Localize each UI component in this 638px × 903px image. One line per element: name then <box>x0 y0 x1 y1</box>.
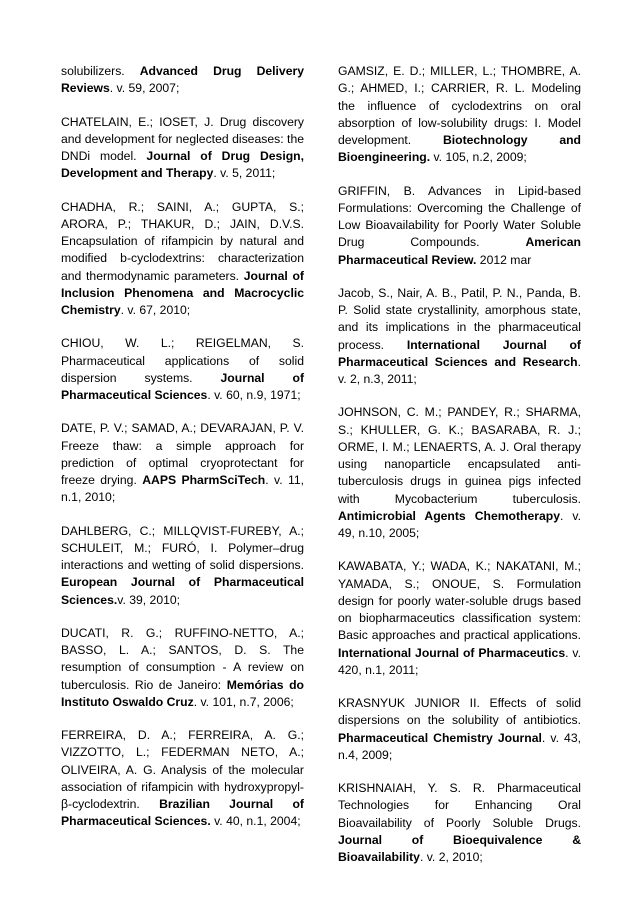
reference-text: FERREIRA, D. A.; FERREIRA, A. G.; VIZZOTTO, L.; FEDERMAN NETO, A.; OLIVEIRA, A. G. Analysis of the molecular association of rifampicin with hydroxypropyl-β-cyclodextrin. <box>61 728 304 811</box>
reference-text: KAWABATA, Y.; WADA, K.; NAKATANI, M.; YAMADA, S.; ONOUE, S. Formulation design for poorly water-soluble drugs based on biopharmaceutics classification system: Basic approaches and practical applications. <box>338 559 581 643</box>
reference-text: solubilizers. <box>61 64 140 78</box>
reference-text: CHIOU, W. L.; REIGELMAN, S. Pharmaceutical applications of solid dispersion systems. <box>61 336 304 385</box>
journal-title: AAPS PharmSciTech <box>142 473 266 487</box>
journal-title: Advanced Drug Delivery Reviews <box>61 64 304 96</box>
reference-entry <box>61 523 304 609</box>
reference-details: . v. 420, n.1, 2011; <box>338 645 581 677</box>
reference-entry <box>61 420 304 506</box>
reference-entry <box>338 558 581 679</box>
reference-details: v. 40, n.1, 2004; <box>210 814 301 829</box>
reference-details: . v. 59, 2007; <box>109 81 180 96</box>
reference-text: DUCATI, R. G.; RUFFINO-NETTO, A.; BASSO, L. A.; SANTOS, D. S. The resumption of consumption - A review on tuberculosis. Rio de Janeiro: <box>61 625 304 692</box>
reference-text: CHADHA, R.; SAINI, A.; GUPTA, S.; ARORA, P.; THAKUR, D.; JAIN, D.V.S. Encapsulation of rifampicin by natural and modified b-cyclodextrins: characterization and thermodynamic parameters. <box>61 199 304 283</box>
reference-details: . v. 5, 2011; <box>213 166 276 181</box>
reference-details: . v. 49, n.10, 2005; <box>338 508 581 540</box>
journal-title: Journal of Pharmaceutical Sciences <box>61 370 304 402</box>
reference-entry <box>338 404 581 542</box>
reference-details: 2012 mar <box>476 252 532 267</box>
reference-entry <box>61 114 304 183</box>
journal-title: Journal of Inclusion Phenomena and Macrocyclic Chemistry <box>61 268 304 317</box>
reference-entry <box>61 335 304 404</box>
reference-details: . v. 2, 2010; <box>419 850 483 864</box>
reference-details: . v. 2, n.3, 2011; <box>338 354 581 386</box>
reference-entry <box>61 727 304 831</box>
reference-details: . v. 11, n.1, 2010; <box>61 473 304 505</box>
reference-entry <box>338 285 581 389</box>
journal-title: Memórias do Instituto Oswaldo Cruz <box>61 677 304 709</box>
reference-text: JOHNSON, C. M.; PANDEY, R.; SHARMA, S.; KHULLER, G. K.; BASARABA, R. J.; ORME, I. M.; LENAERTS, A. J. Oral therapy using nanoparticle encapsulated anti-tuberculosis drugs in guinea pigs infected with Mycobacterium tuberculosis. <box>338 405 581 506</box>
reference-entry <box>338 780 581 866</box>
reference-entry <box>61 199 304 320</box>
reference-entry <box>338 695 581 764</box>
journal-title: European Journal of Pharmaceutical Sciences. <box>61 575 304 607</box>
reference-details: . v. 101, n.7, 2006; <box>193 694 294 709</box>
reference-entry <box>61 625 304 711</box>
journal-title: Brazilian Journal of Pharmaceutical Sciences. <box>61 797 304 829</box>
journal-title: Antimicrobial Agents Chemotherapy <box>338 508 561 523</box>
reference-entry <box>338 63 581 167</box>
reference-details: v. 39, 2010; <box>117 592 181 607</box>
right-reference-column <box>338 63 581 882</box>
reference-text: DATE, P. V.; SAMAD, A.; DEVARAJAN, P. V. Freeze thaw: a simple approach for prediction of optimal cryoprotectant for freeze drying. <box>61 421 304 487</box>
reference-text: Jacob, S., Nair, A. B., Patil, P. N., Panda, B. P. Solid state crystallinity, amorphous state, and its implications in the pharmaceutical process. <box>338 285 581 352</box>
journal-title: American Pharmaceutical Review. <box>338 235 581 267</box>
reference-details: . v. 60, n.9, 1971; <box>207 388 301 402</box>
journal-title: Pharmaceutical Chemistry Journal <box>338 730 542 745</box>
reference-text: CHATELAIN, E.; IOSET, J. Drug discovery and development for neglected diseases: the DNDi model. <box>61 114 304 163</box>
reference-text: GRIFFIN, B. Advances in Lipid-based Formulations: Overcoming the Challenge of Low Bioavailability for Poorly Water Soluble Drug Compounds. <box>338 183 581 250</box>
journal-title: Journal of Drug Design, Development and Therapy <box>61 149 304 181</box>
reference-entry <box>338 183 581 269</box>
journal-title: International Journal of Pharmaceutics <box>338 645 566 660</box>
reference-text: GAMSIZ, E. D.; MILLER, L.; THOMBRE, A. G.; AHMED, I.; CARRIER, R. L. Modeling the influence of cyclodextrins on oral absorption of low-solubility drugs: I. Model development. <box>338 64 581 147</box>
reference-text: DAHLBERG, C.; MILLQVIST-FUREBY, A.; SCHULEIT, M.; FURÓ, I. Polymer–drug interactions and wetting of solid dispersions. <box>61 523 304 572</box>
journal-title: Biotechnology and Bioengineering. <box>338 133 581 165</box>
reference-details: . v. 67, 2010; <box>120 303 191 317</box>
journal-title: Journal of Bioequivalence & Bioavailability <box>338 832 581 864</box>
journal-title: International Journal of Pharmaceutical Sciences and Research <box>338 337 581 369</box>
reference-details: v. 105, n.2, 2009; <box>430 150 527 165</box>
left-reference-column <box>61 63 304 847</box>
reference-text: KRISHNAIAH, Y. S. R. Pharmaceutical Technologies for Enhancing Oral Bioavailability of Poorly Soluble Drugs. <box>338 781 581 830</box>
reference-details: . v. 43, n.4, 2009; <box>338 730 581 762</box>
reference-text: KRASNYUK JUNIOR II. Effects of solid dispersions on the solubility of antibiotics. <box>338 696 581 728</box>
reference-entry <box>61 63 304 98</box>
